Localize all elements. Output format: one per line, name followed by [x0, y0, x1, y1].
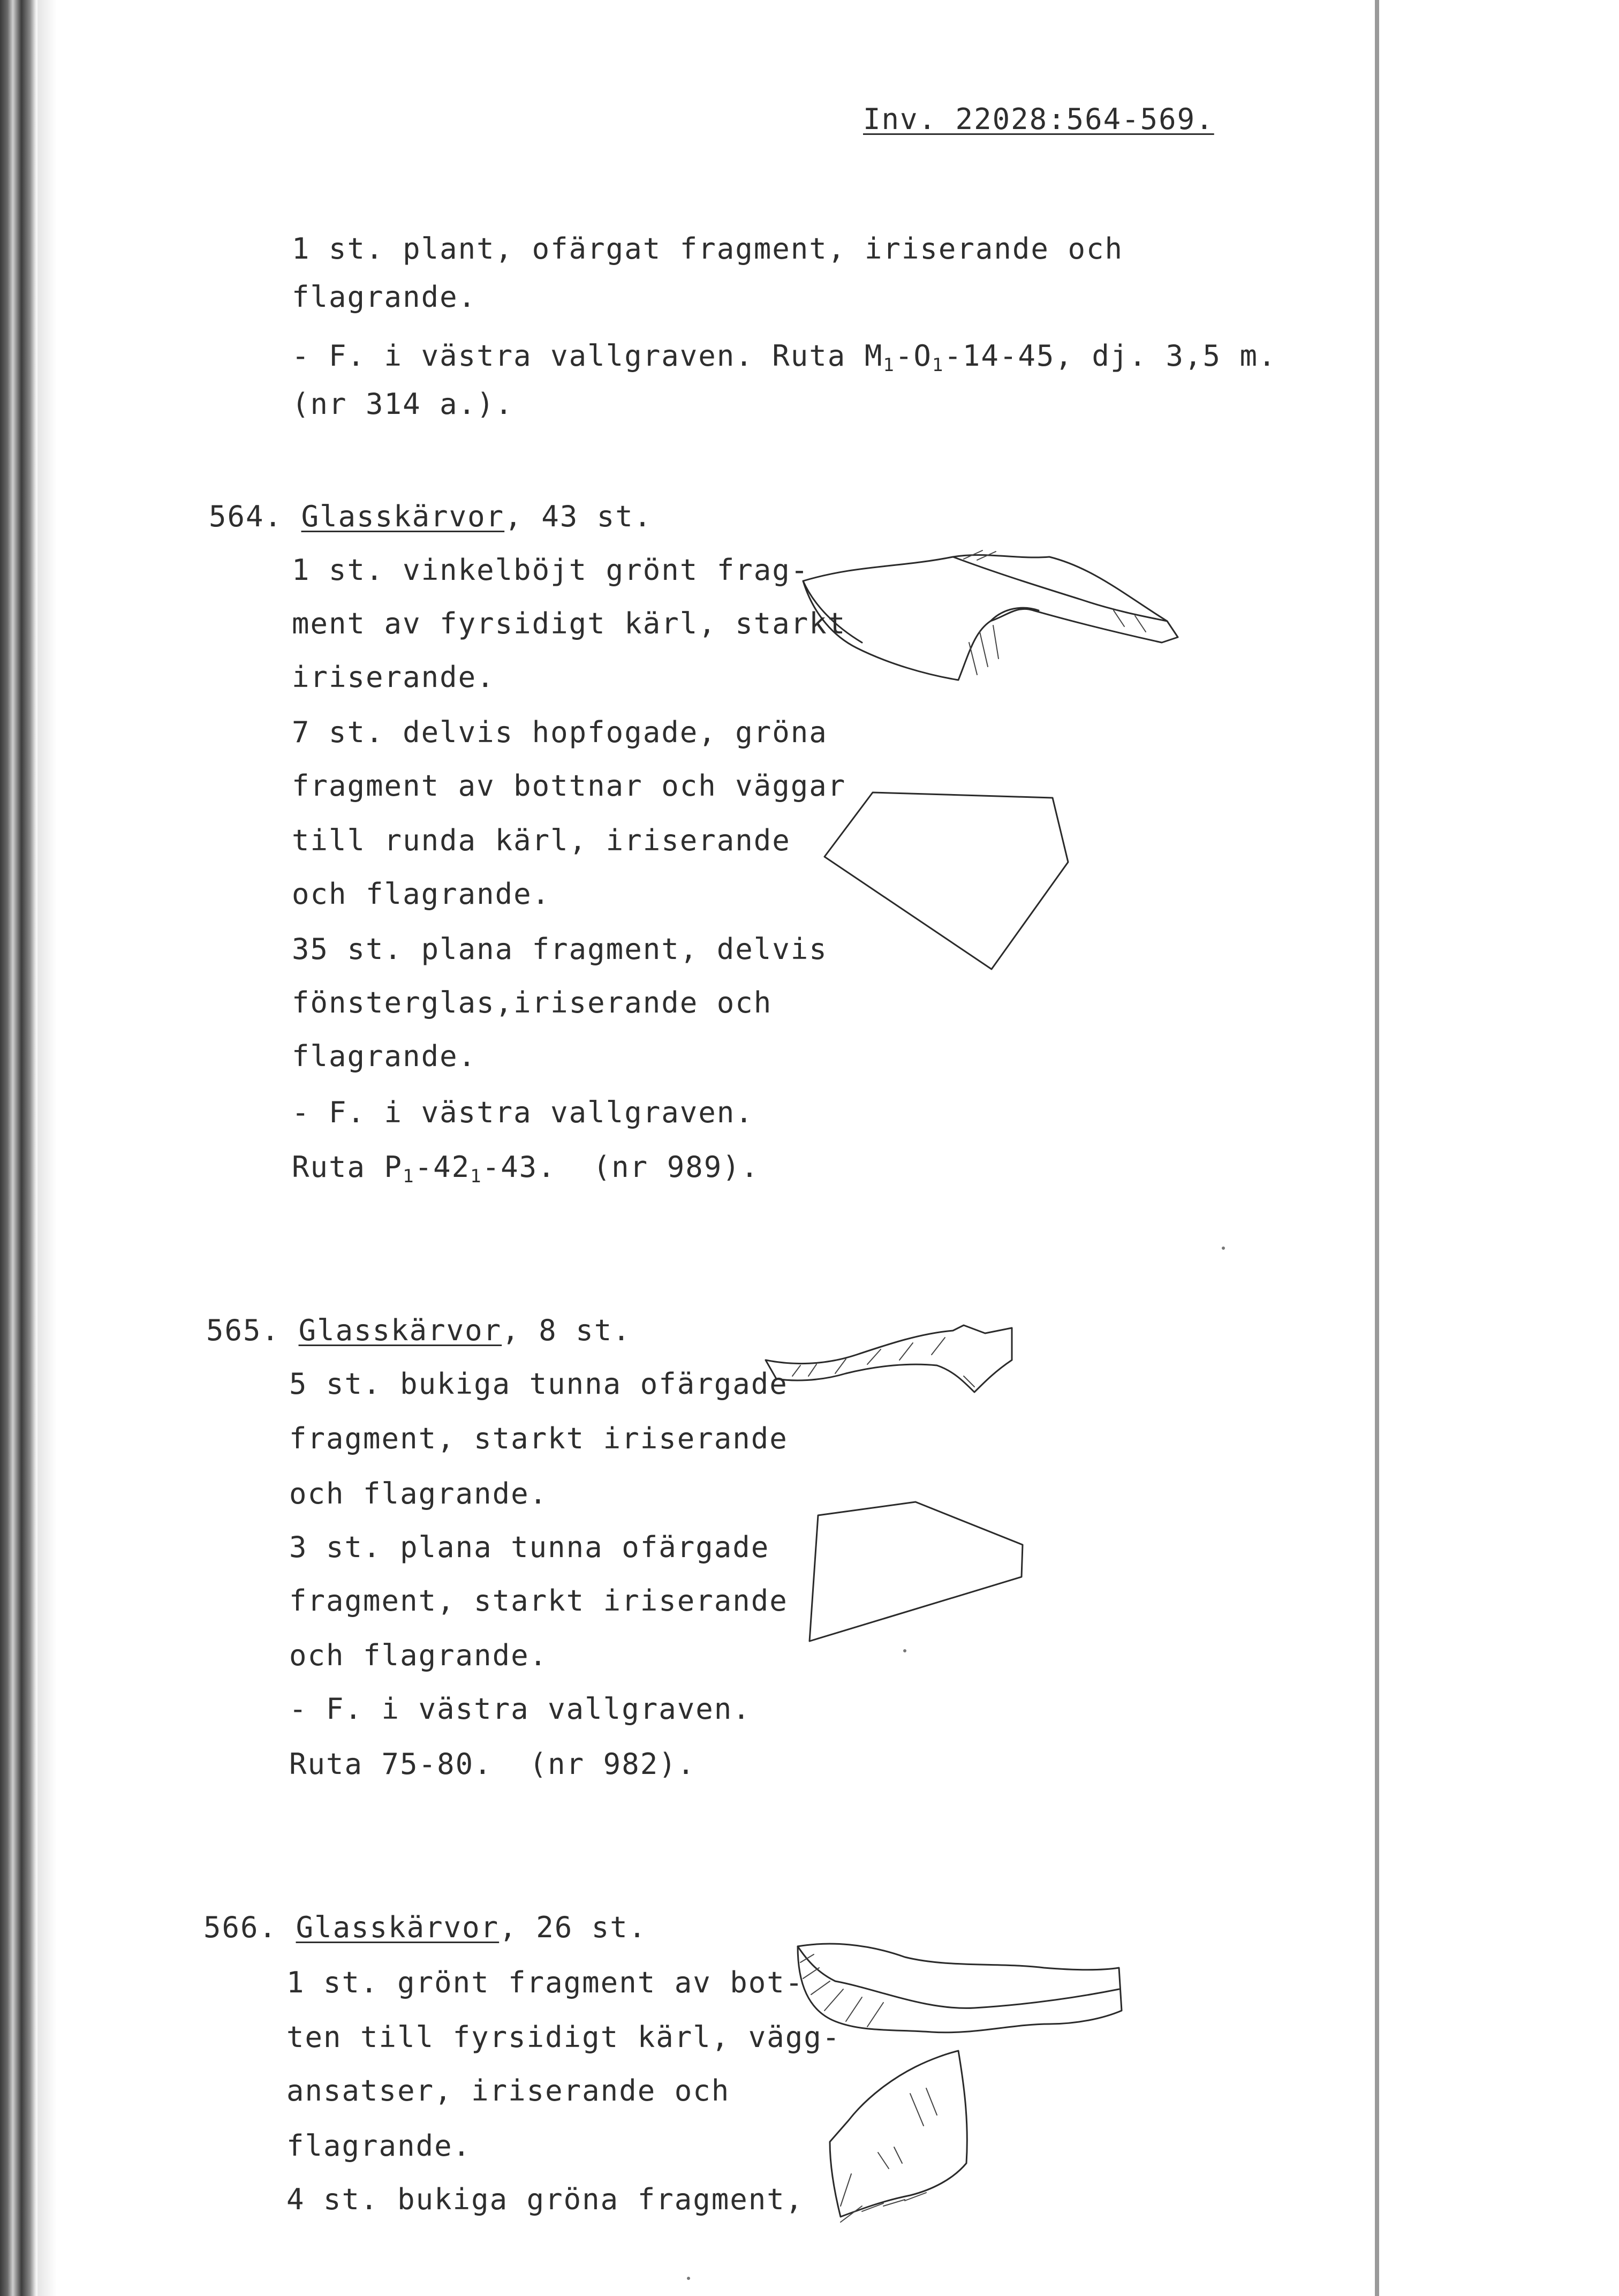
entry-title: Glasskärvor [296, 1910, 500, 1944]
entry-565-line: 3 st. plana tunna ofärgade [289, 1530, 770, 1564]
entry-566-line: 1 st. grönt fragment av bot- [286, 1966, 804, 1999]
entry-565-line: och flagrande. [289, 1638, 548, 1672]
intro-line: flagrande. [292, 280, 477, 314]
paper-speck [1222, 1247, 1225, 1250]
fragment-sketch-566-bottom [787, 1930, 1130, 2059]
entry-566-line: 4 st. bukiga gröna fragment, [286, 2182, 804, 2216]
entry-565-line: - F. i västra vallgraven. [289, 1692, 751, 1726]
entry-count: , 8 st. [502, 1313, 631, 1347]
binding-edge-left [0, 0, 37, 2296]
entry-564-line: till runda kärl, iriserande [292, 824, 791, 857]
page-shadow [37, 0, 57, 2296]
entry-564-heading [209, 498, 652, 535]
entry-564-line: och flagrande. [292, 877, 551, 911]
entry-565-line: Ruta 75-80. (nr 982). [289, 1747, 696, 1781]
entry-565-line: och flagrande. [289, 1477, 548, 1510]
entry-564-line: 35 st. plana fragment, delvis [292, 932, 828, 966]
entry-564-line: ment av fyrsidigt kärl, starkt [292, 607, 846, 640]
entry-565-line: fragment, starkt iriserande [289, 1584, 788, 1618]
entry-565-heading [206, 1312, 631, 1349]
entry-566-heading [203, 1909, 647, 1946]
entry-564-line: fönsterglas,iriserande och [292, 986, 773, 1019]
intro-find-line: - F. i västra vallgraven. Ruta $M_1-O_1-14-45$, dj. 3,5 m. [292, 339, 1277, 376]
entry-564-line: fragment av bottnar och väggar [292, 769, 846, 803]
entry-566-line: ten till fyrsidigt kärl, vägg- [286, 2020, 841, 2054]
paper-speck [903, 1649, 906, 1652]
entry-564-line: 1 st. vinkelböjt grönt frag- [292, 553, 810, 587]
entry-566-line: flagrande. [286, 2129, 472, 2163]
page-edge-right [1375, 0, 1619, 2296]
intro-line: 1 st. plant, ofärgat fragment, iriserande och [292, 232, 1123, 266]
fragment-sketch-565-polygon [803, 1497, 1033, 1647]
entry-564-line: flagrande. [292, 1039, 477, 1073]
entry-number: 564. [209, 500, 283, 533]
paper-speck [687, 2277, 690, 2280]
entry-564-line: 7 st. delvis hopfogade, gröna [292, 715, 828, 749]
entry-count: , 43 st. [504, 500, 653, 533]
intro-line: (nr 314 a.). [292, 387, 514, 421]
entry-number: 566. [203, 1910, 278, 1944]
entry-title: Glasskärvor [301, 500, 505, 533]
fragment-sketch-564-angled [792, 535, 1189, 696]
entry-565-line: 5 st. bukiga tunna ofärgade [289, 1367, 788, 1401]
entry-number: 565. [206, 1313, 281, 1347]
entry-count: , 26 st. [499, 1910, 647, 1944]
fragment-sketch-565-curved [760, 1323, 1017, 1430]
entry-564-line: iriserande. [292, 660, 495, 694]
inventory-number: Inv. 22028:564-569. [863, 102, 1214, 136]
entry-564-ruta-line: Ruta $P_1-42_1-43$. (nr 989). [292, 1150, 760, 1187]
fragment-sketch-566-shard [808, 2045, 980, 2227]
entry-566-line: ansatser, iriserande och [286, 2074, 730, 2108]
entry-564-line: - F. i västra vallgraven. [292, 1096, 754, 1129]
entry-565-line: fragment, starkt iriserande [289, 1422, 788, 1455]
fragment-sketch-564-polygon [819, 787, 1076, 980]
entry-title: Glasskärvor [298, 1313, 502, 1347]
